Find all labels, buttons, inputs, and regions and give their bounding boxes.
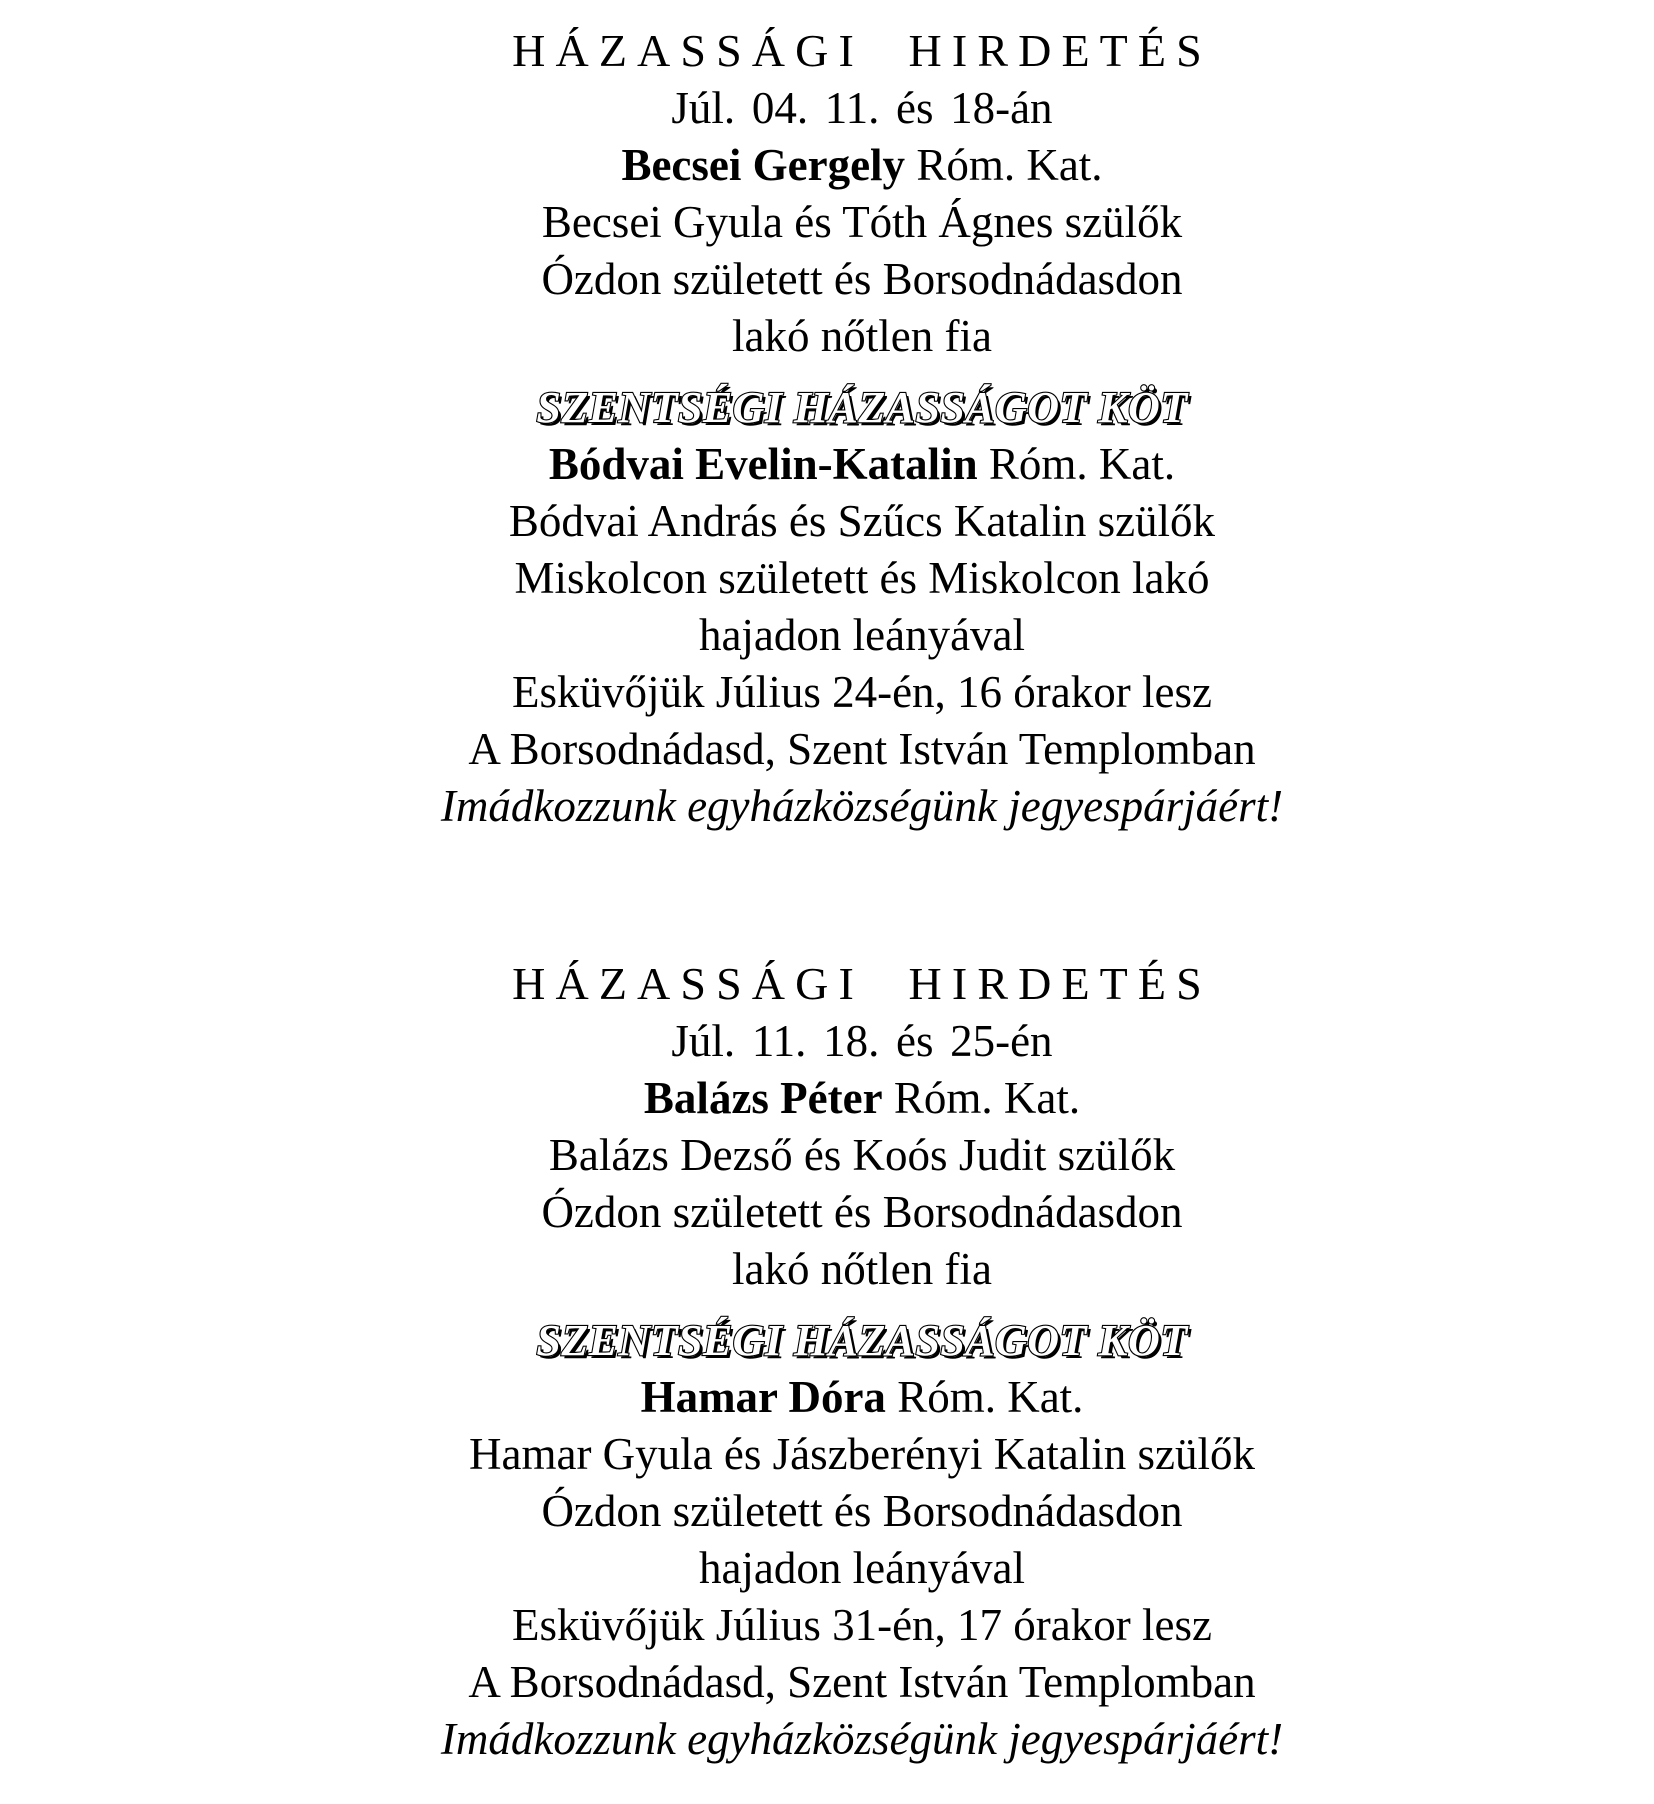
bride-parents: Bódvai András és Szűcs Katalin szülők — [508, 496, 1216, 546]
bride-status: hajadon leányával — [698, 610, 1026, 660]
marriage-announcement-2 — [70, 955, 1654, 1768]
groom-name: Balázs Péter — [643, 1073, 883, 1123]
bride-rite: Róm. Kat. — [988, 439, 1176, 489]
bride-origin: Ózdon született és Borsodnádasdon — [541, 1486, 1183, 1536]
wedding-info: Esküvőjük Július 24-én, 16 órakor lesz — [512, 667, 1212, 717]
groom-origin: Ózdon született és Borsodnádasdon — [541, 254, 1183, 304]
groom-rite: Róm. Kat. — [893, 1073, 1081, 1123]
bride-status: hajadon leányával — [698, 1543, 1026, 1593]
groom-rite: Róm. Kat. — [916, 140, 1103, 190]
bride-rite: Róm. Kat. — [897, 1372, 1084, 1422]
bride-line — [70, 436, 1654, 493]
prayer-invitation: Imádkozzunk egyházközségünk jegyespárjáért! — [440, 1714, 1284, 1764]
sacramental-marriage-banner: SZENTSÉGI HÁZASSÁGOT KÖT — [536, 1316, 1188, 1365]
announcement-dates: Júl. 04. 11. és 18-án — [671, 83, 1053, 133]
wedding-venue: A Borsodnádasd, Szent István Templomban — [468, 724, 1256, 774]
wedding-venue: A Borsodnádasd, Szent István Templomban — [468, 1657, 1256, 1707]
groom-name: Becsei Gergely — [621, 140, 906, 190]
sacramental-marriage-banner: SZENTSÉGI HÁZASSÁGOT KÖT — [536, 383, 1188, 432]
groom-parents: Becsei Gyula és Tóth Ágnes szülők — [541, 197, 1183, 247]
bride-origin: Miskolcon született és Miskolcon lakó — [514, 553, 1210, 603]
announcement-dates: Júl. 11. 18. és 25-én — [671, 1016, 1053, 1066]
bride-line — [70, 1369, 1654, 1426]
announcement-title: HÁZASSÁGI HIRDETÉS — [512, 25, 1212, 76]
bride-name: Bódvai Evelin-Katalin — [548, 439, 978, 489]
groom-parents: Balázs Dezső és Koós Judit szülők — [548, 1130, 1176, 1180]
wedding-info: Esküvőjük Július 31-én, 17 órakor lesz — [512, 1600, 1212, 1650]
groom-status: lakó nőtlen fia — [732, 311, 992, 361]
prayer-invitation: Imádkozzunk egyházközségünk jegyespárjáért! — [440, 781, 1284, 831]
announcement-title: HÁZASSÁGI HIRDETÉS — [512, 958, 1212, 1009]
bride-parents: Hamar Gyula és Jászberényi Katalin szülők — [469, 1429, 1255, 1479]
bride-name: Hamar Dóra — [640, 1372, 886, 1422]
groom-line — [70, 137, 1654, 194]
groom-line — [70, 1070, 1654, 1127]
groom-status: lakó nőtlen fia — [732, 1244, 992, 1294]
groom-origin: Ózdon született és Borsodnádasdon — [541, 1187, 1183, 1237]
marriage-announcement-1 — [70, 22, 1654, 835]
